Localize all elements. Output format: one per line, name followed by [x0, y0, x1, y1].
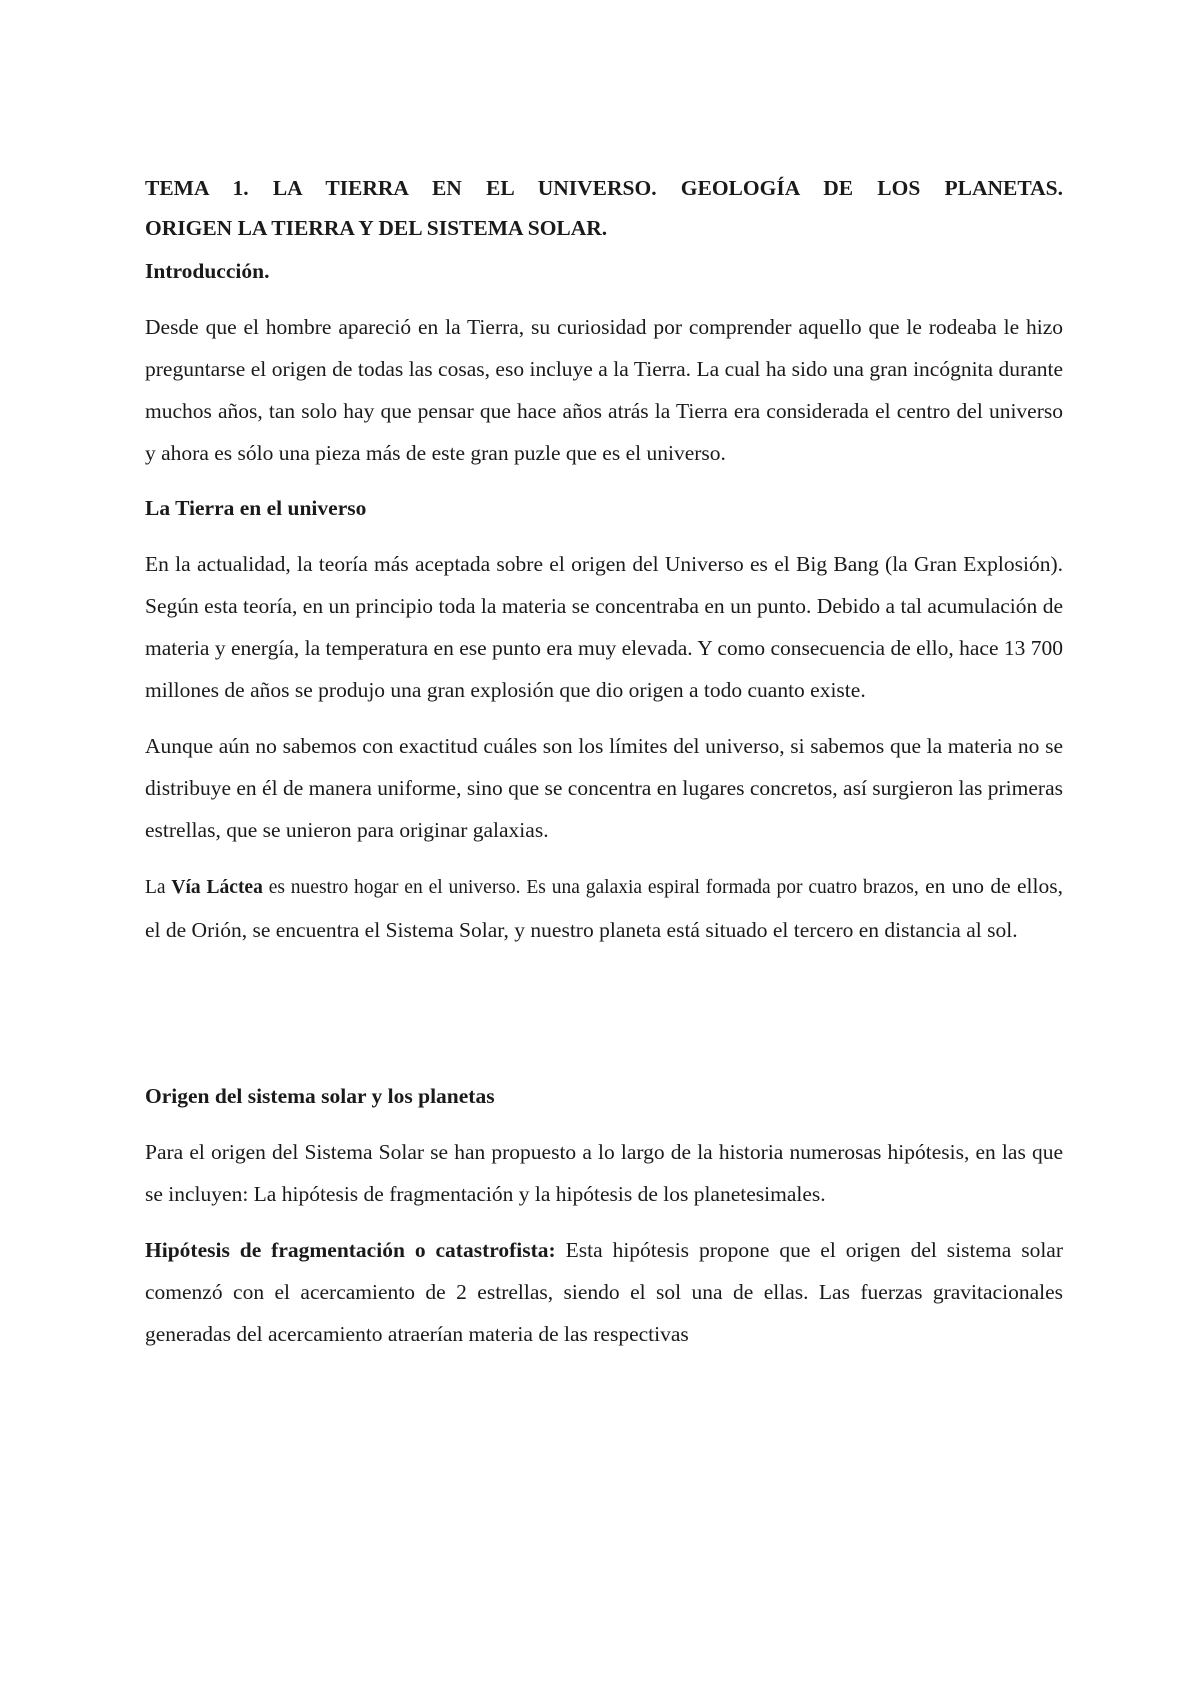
document-body	[145, 168, 1063, 1355]
fragmentation-text: Esta hipótesis propone que el origen del sistema solar comenzó con el acercamiento de 2 estrellas, siendo el sol una de ellas. Las fuerzas gravitacionales generadas del acercamiento atraerían materia de las respectivas	[145, 1238, 1063, 1346]
milky-way-name: Vía Láctea	[171, 877, 263, 898]
milky-way-rest-text: en uno de ellos, el de Orión, se encuentra el Sistema Solar, y nuestro planeta está situado el tercero en distancia al sol.	[145, 874, 1063, 942]
origin-heading: Origen del sistema solar y los planetas	[145, 1084, 495, 1108]
fragmentation-label: Hipótesis de fragmentación o catastrofista:	[145, 1238, 556, 1262]
intro-heading: Introducción.	[145, 259, 270, 283]
universe-heading: La Tierra en el universo	[145, 496, 367, 520]
title-line-2: ORIGEN LA TIERRA Y DEL SISTEMA SOLAR.	[145, 216, 608, 240]
milky-way-paragraph	[145, 865, 1063, 951]
origin-paragraph: Para el origen del Sistema Solar se han propuesto a lo largo de la historia numerosas hipótesis, en las que se incluyen: La hipótesis de fragmentación y la hipótesis de los planetesimales.	[145, 1140, 1063, 1206]
universe-paragraph-2: Aunque aún no sabemos con exactitud cuáles son los límites del universo, si sabemos que la materia no se distribuye en él de manera uniforme, sino que se concentra en lugares concretos, así surgieron las primeras estrellas, que se unieron para originar galaxias.	[145, 734, 1063, 842]
fragmentation-paragraph	[145, 1229, 1063, 1355]
document-title	[145, 168, 1063, 248]
universe-paragraph-1: En la actualidad, la teoría más aceptada sobre el origen del Universo es el Big Bang (la Gran Explosión). Según esta teoría, en un principio toda la materia se concentraba en un punto. Debido a tal acumulación de materia y energía, la temperatura en ese punto era muy elevada. Y como consecuencia de ello, hace 13 700 millones de años se produjo una gran explosión que dio origen a todo cuanto existe.	[145, 552, 1063, 702]
intro-paragraph: Desde que el hombre apareció en la Tierra, su curiosidad por comprender aquello que le rodeaba le hizo preguntarse el origen de todas las cosas, eso incluye a la Tierra. La cual ha sido una gran incógnita durante muchos años, tan solo hay que pensar que hace años atrás la Tierra era considerada el centro del universo y ahora es sólo una pieza más de este gran puzle que es el universo.	[145, 315, 1063, 465]
title-line-1: TEMA 1. LA TIERRA EN EL UNIVERSO. GEOLOGÍA DE LOS PLANETAS.	[145, 176, 1063, 200]
milky-way-prefix: La	[145, 877, 172, 898]
milky-way-small-text: es nuestro hogar en el universo. Es una galaxia espiral formada por cuatro brazos,	[262, 877, 919, 898]
